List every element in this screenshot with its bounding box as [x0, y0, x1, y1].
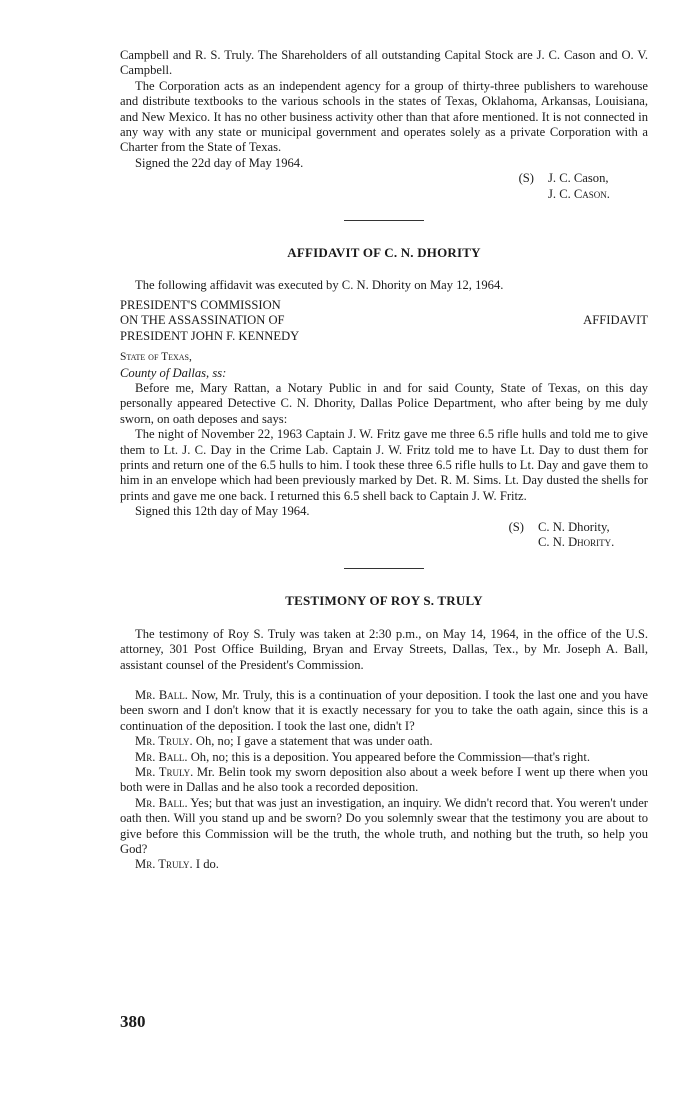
speaker-label: Mr. Truly.: [135, 857, 193, 872]
affidavit-paragraph-2: The night of November 22, 1963 Captain J. W. Fritz gave me three 6.5 rifle hulls and told me to give them to Lt. J. C. Day in the Crime Lab. Captain J. W. Fritz told me to have Lt. Day to dust them for prints and return one of the 6.5 hulls to him. I took these three 6.5 rifle hulls to Lt. Day and gave them to him in an envelope which had been previously marked by Det. R. M. Sims. Lt. Day dusted the shells for prints and gave me one back. I returned this 6.5 shell back to Captain J. W. Fritz.: [120, 427, 648, 503]
speaker-label: Mr. Ball.: [135, 795, 188, 810]
state-line: State of Texas,: [120, 351, 192, 364]
affidavit-heading: AFFIDAVIT OF C. N. DHORITY: [287, 245, 481, 261]
intro-line: Campbell and R. S. Truly. The Shareholders of all outstanding Capital Stock are J. C. Cason and O. V. Campbell.: [120, 48, 648, 78]
signature-name-typed: J. C. Cason.: [548, 186, 610, 201]
testimony-heading: TESTIMONY OF ROY S. TRULY: [285, 593, 483, 609]
speaker-label: Mr. Ball.: [135, 688, 188, 702]
signature-mark: (S): [508, 519, 524, 534]
signature-mark: (S): [518, 171, 534, 186]
affidavit-header: [120, 298, 648, 344]
testimony-exchanges: [120, 688, 648, 873]
signature-name: J. C. Cason,: [548, 171, 609, 186]
affidavit-lead: The following affidavit was executed by C. N. Dhority on May 12, 1964.: [135, 278, 504, 293]
affidavit-signed: Signed this 12th day of May 1964.: [135, 504, 310, 519]
testimony-exchange: [120, 734, 648, 749]
speaker-text: Mr. Belin took my sworn deposition also about a week before I went up there when you both were in Dallas and he also took a recorded deposition.: [120, 765, 648, 795]
intro-signed: Signed the 22d day of May 1964.: [135, 155, 304, 170]
speaker-text: Yes; but that was just an investigation, an inquiry. We didn't record that. You weren't under oath then. Will you stand up and be sworn? Do you solemnly swear that the testimony you are about to give before this Commission will be the truth, the whole truth, and nothing but the truth, so help you God?: [120, 795, 649, 857]
dhority-signature: [120, 520, 648, 551]
testimony-exchange: [120, 765, 648, 796]
speaker-label: Mr. Ball.: [135, 749, 188, 764]
testimony-exchange: [120, 750, 648, 765]
intro-paragraph: The Corporation acts as an independent agency for a group of thirty-three publishers to warehouse and distribute textbooks to the various schools in the states of Texas, Oklahoma, Arkansas, Louisiana, and New Mexico. It has no other business activity other than that afore mentioned. It is not connected in any way with any state or municipal government and operates solely as a private Corporation with a Charter from the State of Texas.: [120, 78, 648, 155]
signature-names: [538, 520, 648, 551]
affidavit-paragraph-1: Before me, Mary Rattan, a Notary Public in and for said County, State of Texas, on this day personally appeared Detective C. N. Dhority, Dallas Police Department, who after being by me duly sworn, on oath deposes and says:: [120, 380, 648, 426]
cason-signature: [120, 171, 648, 202]
county-line: County of Dallas, ss:: [120, 365, 227, 380]
speaker-text: I do.: [192, 857, 219, 872]
testimony-exchange: [120, 857, 648, 872]
document-page: [120, 48, 648, 873]
testimony-lead: The testimony of Roy S. Truly was taken at 2:30 p.m., on May 14, 1964, in the office of the U.S. attorney, 301 Post Office Building, Bryan and Ervay Streets, Dallas, Tex., by Mr. Joseph A. Ball, assistant counsel of the President's Commission.: [120, 626, 648, 672]
speaker-text: Now, Mr. Truly, this is a continuation of your deposition. I took the last one and you have been sworn and I don't know that it is exactly necessary for you to take the oath again, since this is a continuation of the deposition. I took the last one, didn't I?: [120, 688, 648, 733]
speaker-label: Mr. Truly.: [135, 734, 193, 749]
signature-names: [548, 171, 648, 202]
affidavit-label: AFFIDAVIT: [583, 312, 648, 327]
page-number: 380: [120, 1012, 146, 1031]
speaker-text: Oh, no; I gave a statement that was under oath.: [192, 734, 433, 749]
testimony-exchange: [120, 688, 648, 734]
commission-name: PRESIDENT'S COMMISSION ON THE ASSASSINATION OF PRESIDENT JOHN F. KENNEDY: [120, 297, 300, 343]
speaker-label: Mr. Truly.: [135, 765, 194, 780]
speaker-text: Oh, no; this is a deposition. You appeared before the Commission—that's right.: [187, 749, 590, 764]
testimony-exchange: [120, 796, 648, 858]
signature-name-typed: C. N. Dhority.: [538, 534, 615, 549]
signature-name: C. N. Dhority,: [538, 519, 610, 534]
